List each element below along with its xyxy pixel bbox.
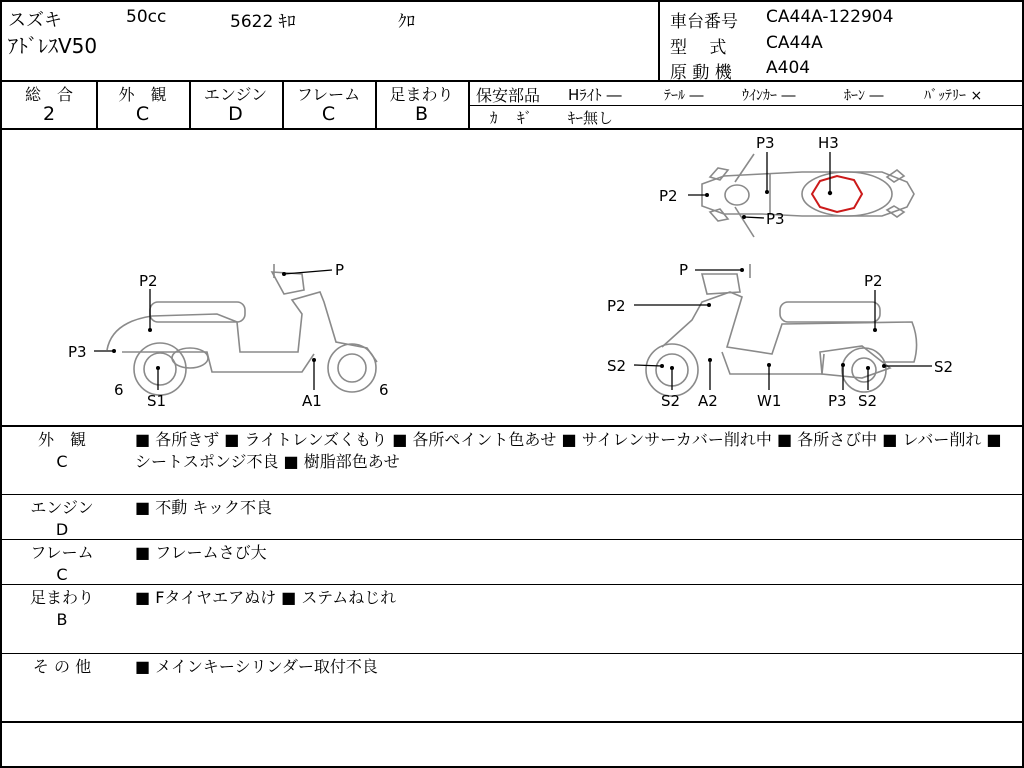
section-text-suspension: ■ Fタイヤエアぬけ ■ ステムねじれ [135, 588, 397, 607]
damage-marker [812, 176, 862, 212]
safety-item [568, 84, 622, 105]
section-title-other: そ の 他 [32, 657, 92, 676]
diagram-label: S2 [934, 358, 954, 376]
grade-value: B [414, 103, 429, 125]
section-grade-suspension: B [56, 610, 68, 629]
frame-no-label: 車台番号 [670, 12, 738, 32]
section-title-exterior: 外 観 [37, 430, 86, 449]
safety-item [844, 85, 883, 105]
diagram-label: P2 [659, 187, 678, 205]
safety-item-status: ― [781, 88, 796, 104]
scooter-sketches [107, 154, 917, 396]
diagram-label: 6 [114, 381, 124, 399]
key-label: ｶ ｷﾞ [490, 109, 533, 127]
grade-overall [2, 82, 96, 128]
diagram-label: P3 [766, 210, 785, 228]
engine-value: A404 [766, 58, 811, 78]
diagram-label: P [679, 261, 689, 279]
top-view-scooter [702, 154, 914, 237]
diagram-label: 6 [379, 381, 389, 399]
cell-divider [468, 80, 470, 128]
rule [2, 539, 1024, 540]
section-grade-frame: C [56, 565, 68, 584]
leader-lines [94, 152, 932, 390]
section-text-frame: ■ フレームさび大 [135, 543, 267, 562]
safety-item [664, 85, 703, 105]
safety-item-status: ― [606, 86, 622, 104]
grade-engine [189, 82, 282, 128]
safety-item-status: ― [869, 88, 884, 104]
safety-item [924, 85, 982, 105]
grade-label: フレーム [296, 85, 361, 104]
mileage: 5622 ｷﾛ [230, 12, 296, 32]
grade-exterior [96, 82, 189, 128]
grade-value: C [321, 103, 336, 125]
safety-item-name: Hﾗｲﾄ [568, 86, 602, 104]
rule [2, 653, 1024, 654]
diagram-label: A2 [698, 392, 718, 410]
diagram-label: P3 [756, 134, 775, 152]
section-text-engine: ■ 不動 キック不良 [135, 498, 272, 517]
rule [2, 425, 1024, 427]
diagram-label: S2 [661, 392, 681, 410]
section-text-other: ■ メインキーシリンダー取付不良 [135, 657, 378, 676]
section-grade-exterior: C [56, 452, 68, 471]
diagram-label: S2 [607, 357, 627, 375]
safety-item-status: × [970, 88, 983, 104]
displacement: 50cc [126, 7, 167, 27]
diagram-label: S1 [147, 392, 167, 410]
frame-no: CA44A-122904 [766, 7, 894, 27]
safety-item-status: ― [689, 88, 704, 104]
grade-label: エンジン [203, 85, 268, 104]
safety-item-name: ｳｲﾝｶｰ [742, 88, 777, 104]
grade-label: 外 観 [118, 85, 167, 104]
rule [468, 105, 1024, 106]
diagram-label: P2 [139, 272, 158, 290]
diagram-label: H3 [818, 134, 839, 152]
header-divider [658, 2, 660, 80]
rule [2, 494, 1024, 495]
safety-item [742, 85, 795, 105]
key-value: ｷｰ無し [568, 109, 614, 127]
rule [2, 721, 1024, 723]
rule [2, 584, 1024, 585]
grade-label: 足まわり [389, 85, 454, 104]
grade-frame [282, 82, 375, 128]
safety-item-name: ﾃｰﾙ [664, 88, 685, 104]
diagram-label: P3 [828, 392, 847, 410]
section-title-frame: フレーム [30, 543, 94, 562]
grade-suspension [375, 82, 468, 128]
grade-value: C [135, 103, 150, 125]
model-name: ｱﾄﾞﾚｽV50 [8, 34, 98, 58]
section-title-engine: エンジン [30, 498, 94, 517]
diagram-label: P3 [68, 343, 87, 361]
safety-item-name: ﾎｰﾝ [844, 88, 865, 104]
section-grade-engine: D [55, 520, 69, 539]
section-text-exterior: ■ 各所きず ■ ライトレンズくもり ■ 各所ペイント色あせ ■ サイレンサーカバー削れ中 ■ 各所さび中 ■ レバー削れ ■ シートスポンジ不良 ■ 樹脂部色あせ [135, 430, 1002, 471]
type-label: 型 式 [670, 38, 727, 58]
diagram-label: W1 [757, 392, 782, 410]
color: ｸﾛ [398, 12, 415, 32]
section-title-suspension: 足まわり [29, 588, 94, 607]
diagram-label: P2 [864, 272, 883, 290]
safety-title: 保安部品 [476, 86, 541, 105]
diagram-label: P2 [607, 297, 626, 315]
engine-label: 原 動 機 [670, 63, 732, 83]
diagram-label: S2 [858, 392, 878, 410]
diagram-label: P [335, 261, 345, 279]
maker: スズキ [8, 10, 62, 31]
type-value: CA44A [766, 33, 823, 53]
scooter-diagram [2, 129, 1022, 425]
safety-item-name: ﾊﾞｯﾃﾘｰ [924, 88, 966, 104]
diagram-label: A1 [302, 392, 322, 410]
grade-value: 2 [42, 103, 56, 125]
grade-label: 総 合 [24, 85, 73, 104]
grade-value: D [228, 103, 243, 125]
